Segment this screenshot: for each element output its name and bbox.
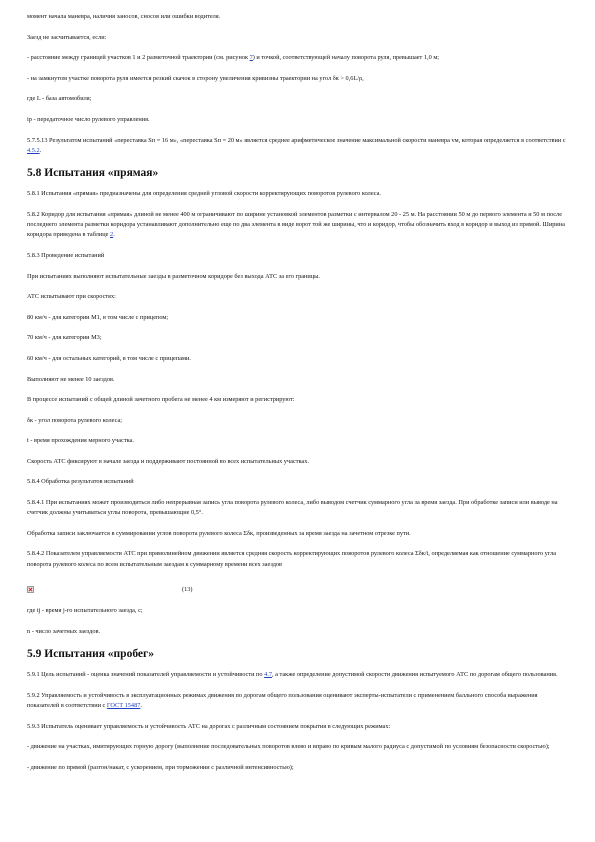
paragraph: - на замкнутом участке поворота руля имеется резкий скачок в сторону увеличения кривизны траектории на угол δк > 0,6L/ρ, (27, 74, 364, 82)
table-2-link[interactable]: 2 (110, 231, 114, 239)
paragraph: 60 км/ч - для остальных категорий, в том числе с прицепами. (27, 354, 191, 362)
text-run: - расстояние между границей участков 1 и 2 разметочной траектории (см. рисунок (27, 54, 250, 62)
text-run: . (39, 146, 42, 154)
paragraph: 80 км/ч - для категории M1, в том числе с прицепом; (27, 313, 169, 321)
paragraph: Скорость АТС фиксируют в начале заезда и поддерживают постоянной во всех испытательных участках. (27, 457, 309, 465)
paragraph: Выполняют не менее 10 заездов. (27, 375, 115, 383)
paragraph (27, 136, 569, 156)
section-5-9-heading: 5.9 Испытания «пробег» (27, 648, 154, 661)
section-5-8-heading: 5.8 Испытания «прямая» (27, 167, 159, 180)
paragraph: δк - угол поворота рулевого колеса; (27, 416, 123, 424)
paragraph: t - время прохождения мерного участка. (27, 437, 134, 445)
ref-4-5-2-link[interactable]: 4.5.2 (27, 146, 40, 154)
ref-4-7-link[interactable]: 4.7 (264, 671, 272, 679)
text-run: , а также определение допустимой скорости движения испытуемого АТС по дорогам общего пользования. (272, 671, 558, 679)
paragraph: АТС испытывают при скоростях: (27, 293, 116, 301)
text-run: 5.8.2 Коридор для испытания «прямая» длиной не менее 400 м ограничивают по ширине установкой элементов разметки с интервалом 20 - 25 м. На расстоянии 50 м до первого элемента и 50 м после последнего элемента разметки коридора устанавливают дополнительно еще по два элемента в виде ворот той же ширины, что и коридор, чтобы обозначить вход в коридор и выход из прямой. Ширина коридора приведена в таблице (27, 210, 565, 239)
paragraph (27, 670, 569, 680)
paragraph: 5.8.1 Испытания «прямая» предназначены для определения средней угловой скорости корректирующих поворотов рулевого колеса. (27, 190, 382, 198)
formula-row (27, 580, 569, 598)
paragraph: 5.8.4.1 При испытаниях может производиться либо непрерывная запись угла поворота рулевого колеса, либо выводом счетчик суммарного угла за время заезда. При обработке записи или выводе на счетчик должны учитываться углы поворота, превышающие 0,5°. (27, 499, 558, 517)
paragraph: где tj - время j-го испытательного заезда, с; (27, 607, 143, 615)
paragraph: - движение на участках, имитирующих горную дорогу (выполнение последовательных поворотов влево и вправо по кривым малого радиуса с допустимой по условиям безопасности скоростью); (27, 743, 550, 751)
paragraph: 70 км/ч - для категории M3; (27, 334, 102, 342)
text-run: . (140, 702, 142, 710)
paragraph: ip - передаточное число рулевого управления. (27, 115, 150, 123)
paragraph: 5.8.4.2 Показателем управляемости АТС при прямолинейном движении является средняя скорость корректирующих поворотов рулевого колеса Σδк/t, определяемая как отношение суммарного угла поворота рулевого колеса по всем испытательным заездам к суммарному времени всех заездов (27, 550, 557, 568)
paragraph: Обработка записи заключается в суммировании углов поворота рулевого колеса Σδк, произведенных за время заезда на зачетном отрезке пути. (27, 529, 411, 537)
paragraph: - движение по прямой (разгон/накат, с ускорением, при торможении с различной интенсивностью); (27, 764, 294, 772)
text-run: . (113, 231, 115, 239)
paragraph (27, 210, 569, 241)
paragraph: 5.8.4 Обработка результатов испытаний (27, 478, 134, 486)
paragraph: При испытаниях выполняют испытательные заезды в разметочном коридоре без выхода АТС за его границы. (27, 272, 320, 280)
gost-15487-link[interactable]: ГОСТ 15487 (106, 702, 141, 710)
text-run: 5.9.2 Управляемость и устойчивость в эксплуатационных режимах движения по дорогам общего пользования оценивают эксперты-испытатели с применением балльного способа выражения показателей в соответствии с (27, 692, 538, 710)
paragraph: n - число зачетных заездов. (27, 627, 101, 635)
paragraph: 5.9.3 Испытатель оценивает управляемость и устойчивость АТС на дорогах с различным состоянием покрытия в следующих режимах: (27, 722, 391, 730)
broken-image-icon (27, 586, 34, 593)
paragraph: В процессе испытаний с общей длиной зачетного пробега не менее 4 км измеряют и регистрируют: (27, 396, 295, 404)
paragraph: момент начала маневра, наличия заносов, сносов или ошибки водителя. (27, 13, 221, 20)
paragraph: Заезд не засчитывается, если: (27, 33, 107, 41)
equation-number: (13) (182, 585, 193, 593)
paragraph (27, 691, 569, 711)
text-run: 5.9.1 Цель испытаний - оценка значений показателей управляемости и устойчивости по (27, 671, 265, 679)
figure-7-link[interactable]: 7 (249, 54, 253, 62)
text-run: 5.7.5.13 Результатом испытаний «переставка Sп = 16 м», «переставка Sп = 20 м» является среднее арифметическое значение максимальной скорости маневра vм, которая определяется в соответствии с (27, 136, 566, 144)
paragraph: 5.8.3 Проведение испытаний (27, 251, 105, 259)
text-run: ) и точкой, соответствующей началу поворота руля, превышает 1,0 м; (252, 54, 440, 62)
paragraph (27, 53, 569, 63)
paragraph: где L - база автомобиля; (27, 95, 92, 103)
